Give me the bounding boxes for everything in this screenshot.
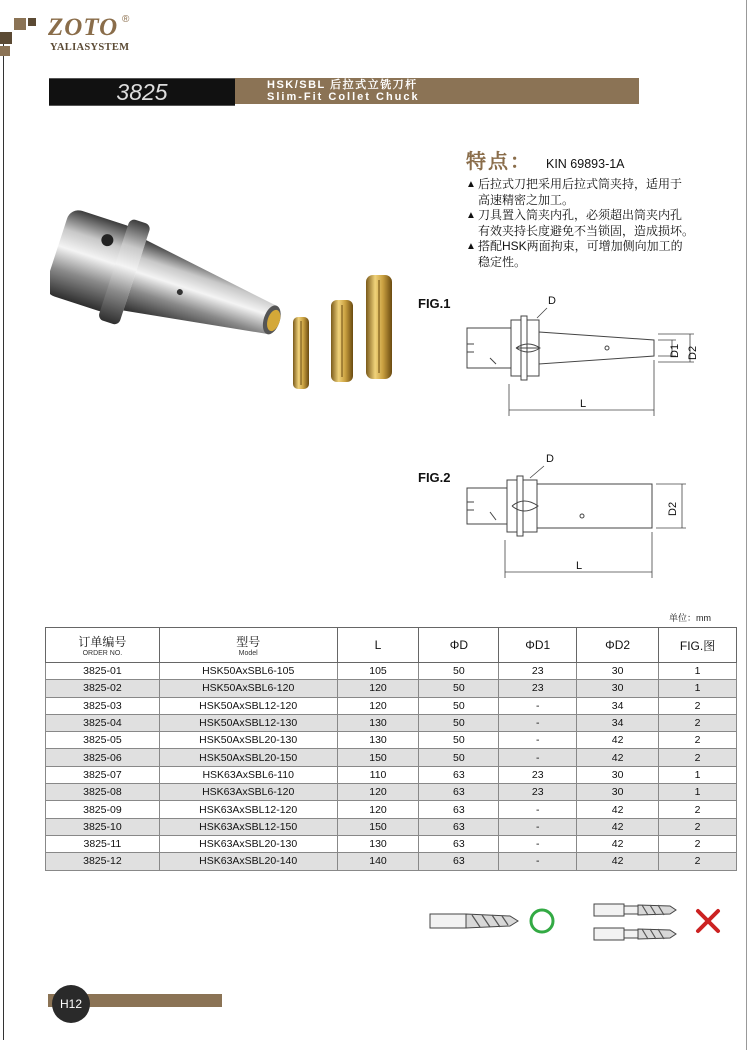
table-row — [46, 680, 737, 697]
cell-order-no: 3825-10 — [46, 818, 160, 835]
cell-l: 110 — [337, 766, 419, 783]
cell-d: 50 — [419, 663, 499, 680]
collet-medium — [331, 300, 353, 382]
unit-note: 单位：mm — [669, 613, 711, 623]
cell-l: 120 — [337, 697, 419, 714]
cell-order-no: 3825-08 — [46, 784, 160, 801]
cell-model: HSK50AxSBL20-130 — [159, 732, 337, 749]
cell-model: HSK50AxSBL6-120 — [159, 680, 337, 697]
collet-small — [293, 317, 309, 389]
cell-l: 130 — [337, 732, 419, 749]
table-row — [46, 818, 737, 835]
table-row — [46, 784, 737, 801]
cell-order-no: 3825-05 — [46, 732, 160, 749]
cell-order-no: 3825-04 — [46, 714, 160, 731]
chuck-body — [50, 205, 296, 373]
cell-d1: - — [499, 714, 577, 731]
cell-d1: 23 — [499, 766, 577, 783]
table-row — [46, 835, 737, 852]
features-list — [466, 177, 746, 270]
cell-model: HSK63AxSBL6-120 — [159, 784, 337, 801]
cell-fig: 2 — [659, 714, 737, 731]
cell-model: HSK63AxSBL12-120 — [159, 801, 337, 818]
spec-table — [45, 627, 737, 871]
cell-d: 63 — [419, 784, 499, 801]
feature-line — [466, 239, 746, 255]
collet-large — [366, 275, 392, 379]
cell-fig: 2 — [659, 697, 737, 714]
cell-l: 150 — [337, 749, 419, 766]
feature-line — [466, 255, 746, 271]
logo-mark-icon — [0, 0, 48, 60]
title-zh: HSK/SBL 后拉式立铣刀杆 — [267, 79, 418, 91]
page-number: H12 — [52, 985, 90, 1023]
cell-d2: 42 — [577, 853, 659, 870]
table-row — [46, 853, 737, 870]
bullet-triangle-icon: ▲ — [466, 210, 476, 221]
cell-d1: - — [499, 853, 577, 870]
cell-model: HSK50AxSBL12-130 — [159, 714, 337, 731]
cell-d2: 42 — [577, 732, 659, 749]
cell-d2: 30 — [577, 663, 659, 680]
header-d: ΦD — [419, 628, 499, 663]
page-border-left — [3, 40, 4, 1040]
features-standard: KIN 69893-1A — [546, 157, 625, 171]
product-code: 3825 — [49, 78, 235, 106]
fig1-dim-d: D — [548, 295, 556, 307]
table-row — [46, 766, 737, 783]
cell-d: 50 — [419, 714, 499, 731]
cell-d2: 34 — [577, 697, 659, 714]
cell-d2: 42 — [577, 801, 659, 818]
header-fig: FIG.图 — [659, 628, 737, 663]
feature-line-text: 刀具置入筒夹内孔，必须超出筒夹内孔 — [478, 208, 683, 222]
cell-d: 50 — [419, 680, 499, 697]
cell-order-no: 3825-12 — [46, 853, 160, 870]
title-text — [235, 78, 639, 104]
cell-d2: 30 — [577, 766, 659, 783]
header-order-no: 订单编号 ORDER NO. — [46, 628, 160, 663]
fig1-dim-l: L — [580, 398, 587, 410]
cell-fig: 2 — [659, 801, 737, 818]
cell-fig: 1 — [659, 766, 737, 783]
cell-d1: - — [499, 697, 577, 714]
fig1-dim-d1: D1 — [669, 343, 681, 358]
features-title: 特点： — [466, 151, 532, 173]
table-row — [46, 663, 737, 680]
title-en: Slim-Fit Collet Chuck — [267, 91, 420, 103]
cell-fig: 2 — [659, 835, 737, 852]
feature-line — [466, 208, 746, 224]
fig1-drawing — [462, 288, 702, 418]
cell-d2: 42 — [577, 835, 659, 852]
cell-order-no: 3825-11 — [46, 835, 160, 852]
cell-d1: - — [499, 732, 577, 749]
wrong-usage-tool-top — [594, 904, 676, 916]
table-row — [46, 732, 737, 749]
cell-d: 63 — [419, 835, 499, 852]
fig2-dim-l: L — [576, 560, 583, 572]
cell-order-no: 3825-09 — [46, 801, 160, 818]
cell-d: 63 — [419, 853, 499, 870]
wrong-usage-tool-bottom — [594, 928, 676, 940]
bullet-triangle-icon: ▲ — [466, 241, 476, 252]
cell-fig: 2 — [659, 749, 737, 766]
cell-model: HSK50AxSBL6-105 — [159, 663, 337, 680]
table-header-row — [46, 628, 737, 663]
cell-l: 130 — [337, 714, 419, 731]
brand-logo: ZOTO — [48, 14, 119, 41]
header-l: L — [337, 628, 419, 663]
cell-l: 130 — [337, 835, 419, 852]
header-d1: ΦD1 — [499, 628, 577, 663]
table-body — [46, 663, 737, 871]
cross-x-icon — [698, 911, 718, 931]
bullet-triangle-icon — [466, 224, 478, 240]
brand-subtitle: YALIASYSTEM — [50, 42, 130, 53]
product-photo — [50, 205, 395, 415]
cell-d: 63 — [419, 801, 499, 818]
cell-fig: 1 — [659, 680, 737, 697]
cell-l: 120 — [337, 801, 419, 818]
cell-l: 120 — [337, 784, 419, 801]
bullet-triangle-icon — [466, 255, 478, 271]
cell-fig: 2 — [659, 732, 737, 749]
brand-registered: ® — [122, 14, 130, 25]
table-row — [46, 714, 737, 731]
table-row — [46, 749, 737, 766]
cell-order-no: 3825-06 — [46, 749, 160, 766]
table-row — [46, 801, 737, 818]
cell-d1: - — [499, 818, 577, 835]
cell-d1: 23 — [499, 663, 577, 680]
cell-fig: 2 — [659, 853, 737, 870]
feature-line — [466, 177, 746, 193]
cell-d1: 23 — [499, 680, 577, 697]
bullet-triangle-icon: ▲ — [466, 179, 476, 190]
cell-d1: 23 — [499, 784, 577, 801]
cell-model: HSK63AxSBL20-130 — [159, 835, 337, 852]
cell-l: 150 — [337, 818, 419, 835]
fig2-drawing — [462, 448, 692, 583]
cell-fig: 1 — [659, 663, 737, 680]
feature-line — [466, 224, 746, 240]
bullet-triangle-icon — [466, 193, 478, 209]
page-border-right — [746, 0, 747, 1050]
features-section — [466, 145, 746, 270]
cell-order-no: 3825-02 — [46, 680, 160, 697]
table-row — [46, 697, 737, 714]
cell-d1: - — [499, 835, 577, 852]
header-d2: ΦD2 — [577, 628, 659, 663]
feature-line-text: 后拉式刀把采用后拉式筒夹持，适用于 — [478, 177, 683, 191]
cell-order-no: 3825-07 — [46, 766, 160, 783]
feature-line-text: 稳定性。 — [478, 254, 527, 269]
fig1-label: FIG.1 — [418, 296, 451, 311]
cell-model: HSK63AxSBL6-110 — [159, 766, 337, 783]
header-model: 型号 Model — [159, 628, 337, 663]
cell-l: 120 — [337, 680, 419, 697]
cell-model: HSK50AxSBL20-150 — [159, 749, 337, 766]
cell-order-no: 3825-01 — [46, 663, 160, 680]
cell-model: HSK63AxSBL20-140 — [159, 853, 337, 870]
cell-d: 50 — [419, 697, 499, 714]
cell-model: HSK50AxSBL12-120 — [159, 697, 337, 714]
cell-d: 50 — [419, 732, 499, 749]
usage-illustration — [428, 900, 738, 945]
fig2-dim-d2: D2 — [667, 501, 679, 516]
cell-d: 63 — [419, 818, 499, 835]
features-header — [466, 145, 746, 174]
cell-d2: 34 — [577, 714, 659, 731]
cell-model: HSK63AxSBL12-150 — [159, 818, 337, 835]
cell-d: 63 — [419, 766, 499, 783]
feature-line — [466, 193, 746, 209]
cell-d2: 42 — [577, 749, 659, 766]
circle-ok-icon — [531, 910, 553, 932]
title-bar — [49, 78, 639, 104]
cell-fig: 2 — [659, 818, 737, 835]
fig1-dim-d2: D2 — [687, 345, 699, 360]
feature-line-text: 搭配HSK两面拘束，可增加侧向加工的 — [478, 239, 683, 253]
correct-usage-tool — [430, 914, 518, 928]
cell-d2: 42 — [577, 818, 659, 835]
feature-line-text: 有效夹持长度避免不当锁固，造成损坏。 — [478, 223, 695, 238]
cell-d: 50 — [419, 749, 499, 766]
fig2-dim-d: D — [546, 453, 554, 465]
cell-d1: - — [499, 801, 577, 818]
cell-fig: 1 — [659, 784, 737, 801]
cell-d2: 30 — [577, 784, 659, 801]
cell-l: 140 — [337, 853, 419, 870]
cell-order-no: 3825-03 — [46, 697, 160, 714]
fig2-label: FIG.2 — [418, 470, 451, 485]
cell-d1: - — [499, 749, 577, 766]
cell-d2: 30 — [577, 680, 659, 697]
feature-line-text: 高速精密之加工。 — [478, 192, 575, 207]
cell-l: 105 — [337, 663, 419, 680]
